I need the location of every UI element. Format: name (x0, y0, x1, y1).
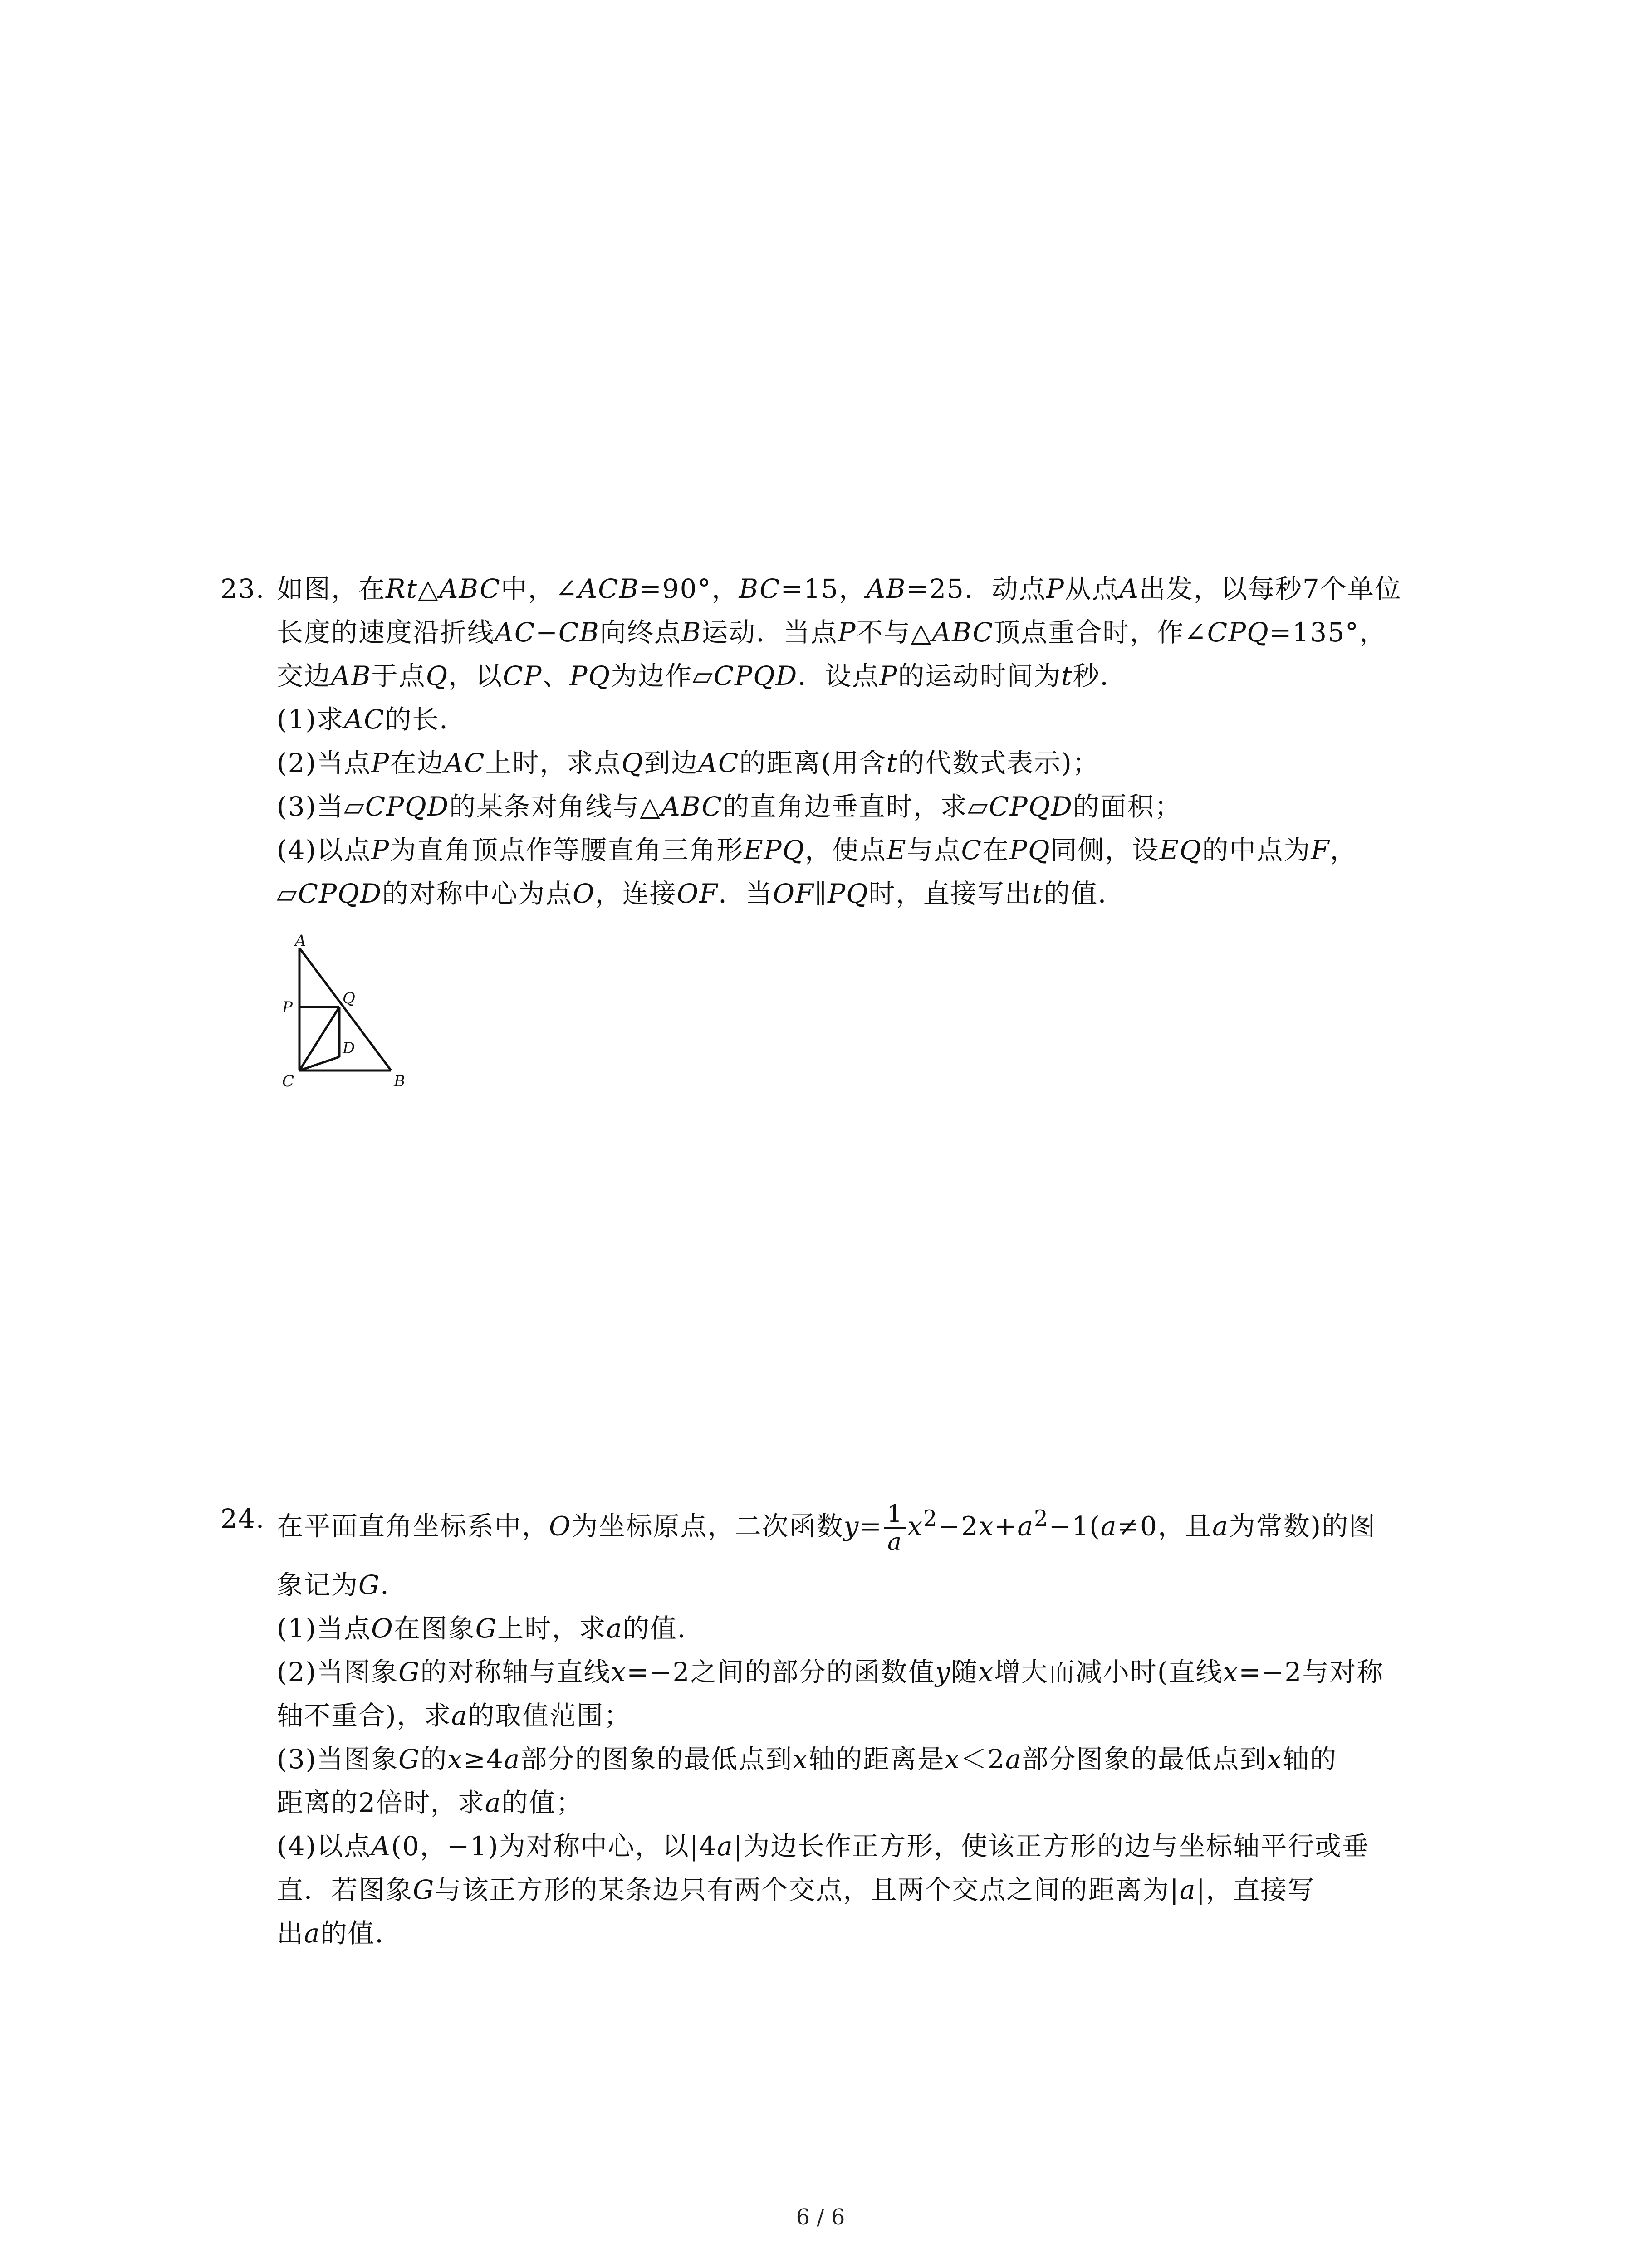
label-b: B (394, 1072, 405, 1089)
problem-text-line: 象记为G． (277, 1569, 408, 1600)
problem-text-line: 长度的速度沿折线AC−CB向终点B运动．当点P不与△ABC顶点重合时，作∠CPQ=135°， (277, 617, 1387, 648)
sub-question-2: (2)当图象G的对称轴与直线x=−2之间的部分的函数值y随x增大而减小时(直线x=−2与对称 (277, 1657, 1384, 1687)
sub-question-1: (1)当点O在图象G上时，求a的值． (277, 1613, 705, 1644)
sub-question-2: (2)当点P在边AC上时，求点Q到边AC的距离(用含t的代数式表示)； (277, 748, 1100, 778)
problem-text-line: 交边AB于点Q，以CP、PQ为边作▱CPQD．设点P的运动时间为t秒． (277, 660, 1127, 691)
label-d: D (343, 1039, 355, 1057)
sub-question-4-cont: ▱CPQD的对称中心为点O，连接OF．当OF∥PQ时，直接写出t的值． (277, 878, 1125, 909)
problem-number: 23. (220, 573, 265, 604)
label-c: C (282, 1072, 294, 1089)
problem-text-line: 如图，在Rt△ABC中，∠ACB=90°，BC=15，AB=25．动点P从点A出发，以每秒7个单位 (277, 573, 1402, 604)
label-q: Q (343, 989, 355, 1007)
label-p: P (282, 998, 293, 1017)
sub-question-3: (3)当图象G的x≥4a部分的图象的最低点到x轴的距离是x＜2a部分图象的最低点到x轴的 (277, 1744, 1337, 1774)
sub-question-4-cont: 出a的值． (277, 1918, 402, 1949)
sub-question-1: (1)求AC的长． (277, 704, 467, 735)
diagonal-cq (299, 1007, 339, 1070)
sub-question-2-cont: 轴不重合)，求a的取值范围； (277, 1700, 632, 1731)
problem-text-line: 在平面直角坐标系中，O为坐标原点，二次函数y= $\frac{1}{a}$ $x^2-2x+a^2-1(a\ne 0$，且a为常数)的图 (277, 1501, 1376, 1556)
sub-question-4: (4)以点P为直角顶点作等腰直角三角形EPQ，使点E与点C在PQ同侧，设EQ的中点为F， (277, 835, 1357, 865)
label-a: A (295, 934, 306, 950)
page-number: 6 / 6 (796, 2204, 845, 2230)
sub-question-4-cont: 直．若图象G与该正方形的某条边只有两个交点，且两个交点之间的距离为|a|，直接写 (277, 1874, 1315, 1905)
triangle-figure (272, 934, 426, 1089)
sub-question-4: (4)以点A(0，−1)为对称中心，以|4a|为边长作正方形，使该正方形的边与坐标轴平行或垂 (277, 1831, 1370, 1862)
sub-question-3-cont: 距离的2倍时，求a的值； (277, 1787, 583, 1818)
problem-number: 24. (220, 1503, 265, 1534)
sub-question-3: (3)当▱CPQD的某条对角线与△ABC的直角边垂直时，求▱CPQD的面积； (277, 791, 1182, 822)
